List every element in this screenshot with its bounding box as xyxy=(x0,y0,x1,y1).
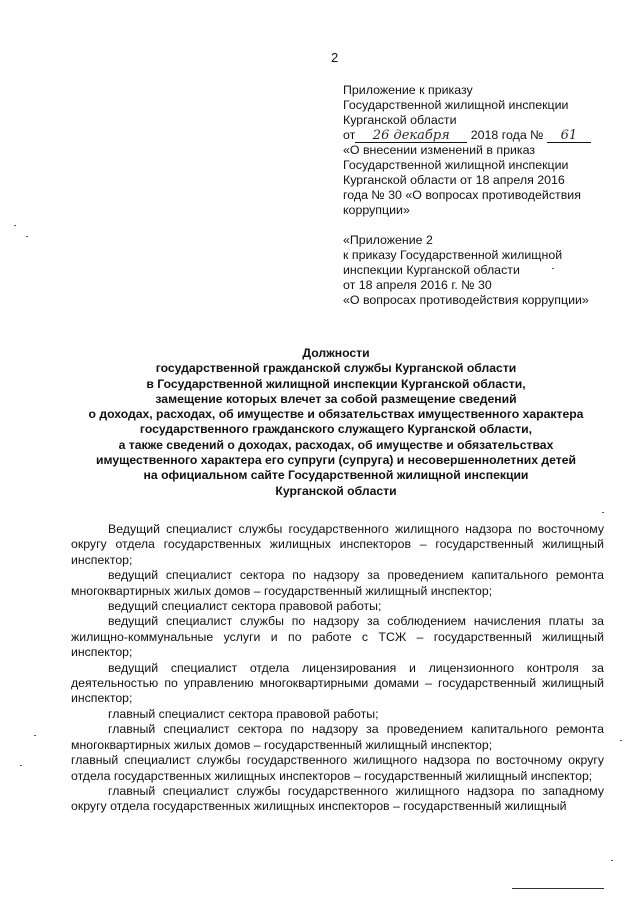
date-prefix: от xyxy=(343,128,356,142)
order-date-line xyxy=(343,128,613,143)
appendix-line: Приложение к приказу xyxy=(343,83,473,97)
scan-speck xyxy=(34,735,36,736)
position-paragraph: главный специалист службы государственного жилищного надзора по восточному округу отдела государственных жилищных инспекторов – государственный жилищный инспектор; xyxy=(71,753,604,783)
handwritten-date: 26 декабря xyxy=(355,129,467,143)
scan-speck xyxy=(611,860,613,861)
position-paragraph: ведущий специалист сектора правовой работы; xyxy=(108,599,382,614)
original-appendix-line: «Приложение 2 xyxy=(343,233,433,247)
title-line: о доходах, расходах, об имуществе и обязательствах имущественного характера xyxy=(88,407,584,422)
title-line: на официальном сайте Государственной жилищной инспекции xyxy=(143,468,529,483)
position-paragraph: главный специалист сектора по надзору за проведением капитального ремонта многоквартирных жилых домов – государственный жилищный инспектор; xyxy=(71,722,604,752)
document-title xyxy=(60,346,612,499)
amendment-line: года № 30 «О вопросах противодействия xyxy=(343,188,581,202)
original-appendix-line: от 18 апреля 2016 г. № 30 xyxy=(343,278,492,292)
appendix-line: Курганской области xyxy=(343,113,457,127)
position-paragraph: главный специалист службы государственного жилищного надзора по западному округу отдела государственных жилищных инспекторов – государственный жилищный xyxy=(71,783,604,814)
position-paragraph: ведущий специалист отдела лицензирования и лицензионного контроля за деятельностью по управлению многоквартирными домами – государственный жилищный инспектор; xyxy=(71,660,604,706)
position-paragraph: ведущий специалист службы по надзору за соблюдением начисления платы за жилищно-коммунальные услуги и по работе с ТСЖ – государственный жилищный инспектор; xyxy=(71,614,604,660)
title-line: имущественного характера его супруги (супруга) и несовершеннолетних детей xyxy=(95,453,577,468)
handwritten-order-number: 61 xyxy=(547,129,591,143)
scan-speck xyxy=(20,765,22,766)
title-line: а также сведений о доходах, расходах, об имуществе и обязательствах xyxy=(118,437,554,452)
amendment-line: Государственной жилищной инспекции xyxy=(343,158,569,172)
title-line: Должности xyxy=(302,346,370,360)
title-line: замещение которых влечет за собой размещение сведений xyxy=(155,391,517,406)
position-paragraph: главный специалист сектора правовой работы; xyxy=(108,706,379,721)
title-line: государственного гражданского служащего Курганской области, xyxy=(139,422,533,437)
year-text: 2018 года № xyxy=(470,128,544,142)
appendix-header xyxy=(343,83,613,308)
positions-list xyxy=(71,522,604,815)
original-appendix-line: к приказу Государственной жилищной xyxy=(343,248,563,262)
original-appendix-line: «О вопросах противодействия коррупции» xyxy=(343,293,589,307)
scan-speck xyxy=(620,740,622,741)
scan-speck xyxy=(552,268,554,269)
appendix-line: Государственной жилищной инспекции xyxy=(343,98,569,112)
page-number: 2 xyxy=(331,50,339,65)
title-line: в Государственной жилищной инспекции Курганской области, xyxy=(146,376,526,391)
footer-rule xyxy=(512,888,604,889)
title-line: государственной гражданской службы Курганской области xyxy=(155,361,517,376)
amendment-line: Курганской области от 18 апреля 2016 xyxy=(343,173,565,187)
amendment-line: «О внесении изменений в приказ xyxy=(343,143,536,157)
amendment-line: коррупции» xyxy=(343,203,410,217)
position-paragraph: Ведущий специалист службы государственного жилищного надзора по восточному округу отдела государственных жилищных инспекторов – государственный жилищный инспектор; xyxy=(71,522,604,567)
position-paragraph: ведущий специалист сектора по надзору за проведением капитального ремонта многоквартирных жилых домов – государственный жилищный инспектор; xyxy=(71,568,604,598)
title-line: Курганской области xyxy=(275,483,397,498)
scan-speck xyxy=(26,236,28,237)
scan-speck xyxy=(602,512,604,513)
scan-speck xyxy=(14,225,16,226)
original-appendix-line: инспекции Курганской области xyxy=(343,263,520,277)
